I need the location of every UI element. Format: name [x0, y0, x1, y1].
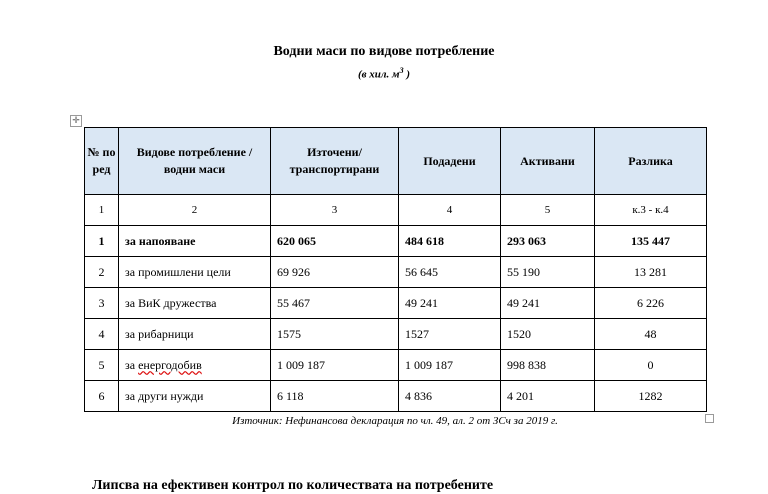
difference-value: 48 [595, 319, 707, 350]
activated-value: 293 063 [501, 226, 595, 257]
difference-value: 13 281 [595, 257, 707, 288]
usage-type-prefix: за [125, 357, 139, 372]
water-usage-table [84, 127, 707, 412]
drawn-value: 55 467 [271, 288, 399, 319]
header-cell: Разлика [595, 128, 707, 195]
difference-value: 1282 [595, 381, 707, 412]
drawn-value: 6 118 [271, 381, 399, 412]
row-number: 5 [85, 350, 119, 381]
supplied-value: 4 836 [399, 381, 501, 412]
index-cell: 1 [85, 195, 119, 226]
header-cell: Видове потребление / водни маси [119, 128, 271, 195]
source-note: Източник: Нефинансова декларация по чл. 49, ал. 2 от ЗСч за 2019 г. [232, 415, 558, 427]
difference-value: 6 226 [595, 288, 707, 319]
units-text: (в хил. м [357, 68, 400, 81]
activated-value: 49 241 [501, 288, 595, 319]
row-number: 2 [85, 257, 119, 288]
supplied-value: 49 241 [399, 288, 501, 319]
units-superscript: 3 [399, 66, 404, 75]
header-cell: № по ред [85, 128, 119, 195]
index-cell: 5 [501, 195, 595, 226]
activated-value: 1520 [501, 319, 595, 350]
table-move-handle-icon[interactable]: ✛ [70, 115, 82, 127]
supplied-value: 1 009 187 [399, 350, 501, 381]
usage-type: за ВиК дружества [119, 288, 271, 319]
drawn-value: 620 065 [271, 226, 399, 257]
supplied-value: 484 618 [399, 226, 501, 257]
header-cell: Подадени [399, 128, 501, 195]
index-cell: к.3 - к.4 [595, 195, 707, 226]
index-cell: 4 [399, 195, 501, 226]
drawn-value: 1 009 187 [271, 350, 399, 381]
difference-value: 0 [595, 350, 707, 381]
row-number: 3 [85, 288, 119, 319]
index-cell: 2 [119, 195, 271, 226]
document-title: Водни маси по видове потребление [273, 44, 495, 59]
row-number: 6 [85, 381, 119, 412]
row-number: 4 [85, 319, 119, 350]
table-header-row [85, 128, 707, 195]
drawn-value: 1575 [271, 319, 399, 350]
usage-type [119, 350, 271, 381]
units-subtitle [0, 66, 768, 81]
drawn-value: 69 926 [271, 257, 399, 288]
spellcheck-flagged-word[interactable]: енергодобив [138, 357, 202, 372]
activated-value: 998 838 [501, 350, 595, 381]
header-cell: Източени/ транспортирани [271, 128, 399, 195]
usage-type: за рибарници [119, 319, 271, 350]
table-row [85, 319, 707, 350]
usage-type: за други нужди [119, 381, 271, 412]
table-row [85, 257, 707, 288]
supplied-value: 1527 [399, 319, 501, 350]
usage-type: за напояване [119, 226, 271, 257]
row-number: 1 [85, 226, 119, 257]
table-row [85, 350, 707, 381]
column-index-row [85, 195, 707, 226]
usage-type: за промишлени цели [119, 257, 271, 288]
header-cell: Активани [501, 128, 595, 195]
supplied-value: 56 645 [399, 257, 501, 288]
table-row [85, 226, 707, 257]
units-close: ) [403, 68, 411, 81]
next-paragraph-cutoff: Липсва на ефективен контрол по количествата на потребените [92, 478, 494, 493]
difference-value: 135 447 [595, 226, 707, 257]
index-cell: 3 [271, 195, 399, 226]
activated-value: 4 201 [501, 381, 595, 412]
table-row [85, 288, 707, 319]
table-row [85, 381, 707, 412]
activated-value: 55 190 [501, 257, 595, 288]
